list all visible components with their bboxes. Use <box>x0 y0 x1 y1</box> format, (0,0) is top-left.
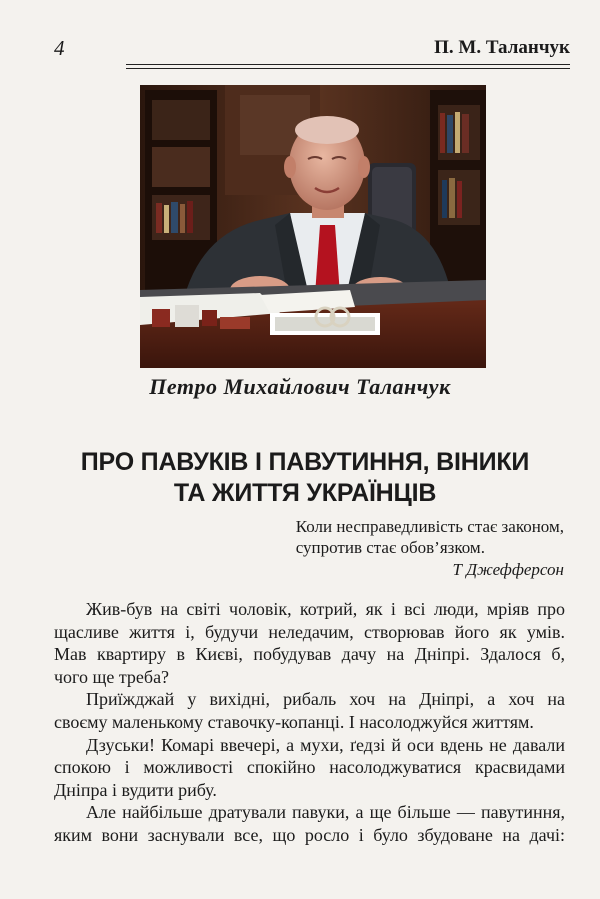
epigraph-line-2: супротив стає обов’язком. <box>295 538 485 557</box>
title-line-2: ТА ЖИТТЯ УКРАЇНЦІВ <box>173 479 437 507</box>
text-line: своєму маленькому ставочку-копанці. І насолоджуйся життям. <box>54 711 534 732</box>
text-line: Але найбільше дратували павуки, а ще більше — павутиння, яким вони заснували все, що росло і було збудоване на дачі: <box>54 802 565 845</box>
epigraph-line-1: Коли несправедливість стає законом, <box>295 517 564 536</box>
paragraph <box>54 734 565 802</box>
text-line: Жив-був на світі чоловік, котрий, як і всі люди, мріяв про <box>86 599 565 619</box>
text-line: Приїжджай у вихідні, рибаль хоч на Дніпрі, а хоч на <box>86 689 565 710</box>
epigraph-author: Т Джефферсон <box>452 560 564 579</box>
article-title <box>40 447 570 509</box>
photo-caption: Петро Михайлович Таланчук <box>149 374 451 399</box>
article-body <box>54 598 565 847</box>
running-header-author: П. М. Таланчук <box>434 37 570 58</box>
header-rule-thin <box>126 68 570 69</box>
paragraph <box>54 801 565 846</box>
header-rule <box>126 64 570 65</box>
text-line: чого ще треба? <box>54 666 170 687</box>
paragraph <box>54 598 565 688</box>
text-line: Мав квартиру в Києві, побудував дачу на Дніпрі. Здалося б, <box>54 644 565 665</box>
author-portrait-photo <box>140 85 486 368</box>
text-line: Дзуськи! Комарі ввечері, а мухи, ґедзі й оси вдень не давали <box>86 734 565 755</box>
page-number: 4 <box>54 36 65 60</box>
title-line-1: ПРО ПАВУКІВ І ПАВУТИННЯ, ВІНИКИ <box>80 448 530 476</box>
paragraph <box>54 688 565 733</box>
epigraph <box>296 516 564 580</box>
text-line: щасливе життя і, будучи неледачим, створював його як умів. <box>54 621 565 642</box>
text-line: спокою і можливості спокійно насолоджуватися красвидами Дніпра і вудити рибу. <box>54 757 565 800</box>
